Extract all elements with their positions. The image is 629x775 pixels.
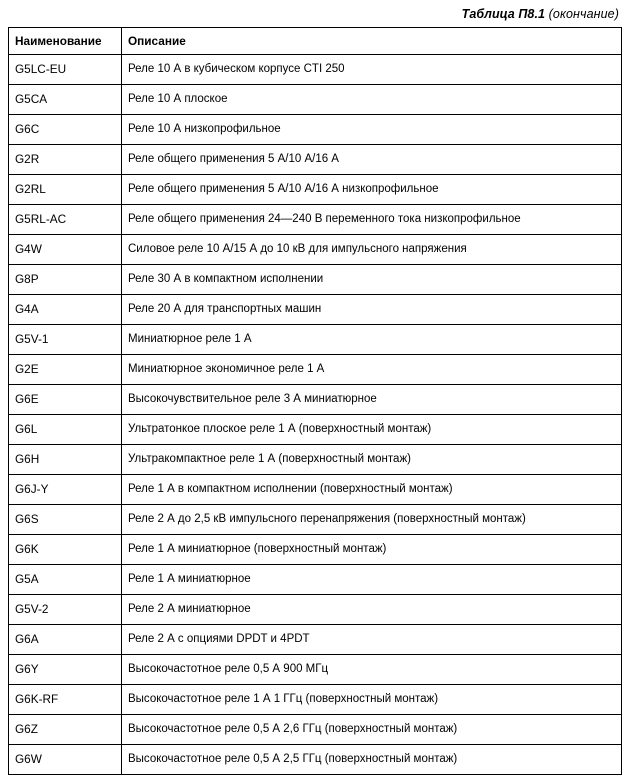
column-header-description: Описание bbox=[122, 28, 622, 55]
cell-model-name: G6S bbox=[9, 505, 122, 535]
cell-model-name: G5LC-EU bbox=[9, 55, 122, 85]
table-row bbox=[9, 265, 622, 295]
cell-model-description: Реле 10 А плоское bbox=[122, 85, 622, 115]
cell-model-name: G5V-1 bbox=[9, 325, 122, 355]
table-caption-title: Таблица П8.1 bbox=[461, 7, 549, 21]
cell-model-description: Реле 1 А миниатюрное bbox=[122, 565, 622, 595]
cell-model-name: G6H bbox=[9, 445, 122, 475]
cell-model-name: G5A bbox=[9, 565, 122, 595]
table-row bbox=[9, 115, 622, 145]
column-header-name: Наименование bbox=[9, 28, 122, 55]
cell-model-description: Реле 2 А с опциями DPDT и 4PDT bbox=[122, 625, 622, 655]
table-row bbox=[9, 715, 622, 745]
cell-model-name: G8P bbox=[9, 265, 122, 295]
cell-model-name: G6E bbox=[9, 385, 122, 415]
table-row bbox=[9, 655, 622, 685]
cell-model-description: Реле общего применения 5 А/10 А/16 А bbox=[122, 145, 622, 175]
cell-model-name: G6C bbox=[9, 115, 122, 145]
relay-models-table bbox=[8, 27, 622, 775]
cell-model-description: Высокочастотное реле 0,5 А 2,5 ГГц (поверхностный монтаж) bbox=[122, 745, 622, 775]
table-row bbox=[9, 475, 622, 505]
cell-model-name: G5RL-AC bbox=[9, 205, 122, 235]
cell-model-name: G5V-2 bbox=[9, 595, 122, 625]
cell-model-description: Реле 1 А миниатюрное (поверхностный монтаж) bbox=[122, 535, 622, 565]
table-row bbox=[9, 355, 622, 385]
cell-model-description: Высокочувствительное реле 3 А миниатюрное bbox=[122, 385, 622, 415]
table-row bbox=[9, 625, 622, 655]
cell-model-name: G6A bbox=[9, 625, 122, 655]
table-caption bbox=[8, 0, 621, 27]
cell-model-description: Миниатюрное экономичное реле 1 А bbox=[122, 355, 622, 385]
cell-model-name: G6Z bbox=[9, 715, 122, 745]
cell-model-description: Реле 30 А в компактном исполнении bbox=[122, 265, 622, 295]
table-row bbox=[9, 325, 622, 355]
table-row bbox=[9, 85, 622, 115]
table-row bbox=[9, 55, 622, 85]
cell-model-name: G6Y bbox=[9, 655, 122, 685]
cell-model-description: Реле общего применения 5 А/10 А/16 А низкопрофильное bbox=[122, 175, 622, 205]
cell-model-description: Реле 2 А миниатюрное bbox=[122, 595, 622, 625]
cell-model-name: G2RL bbox=[9, 175, 122, 205]
cell-model-name: G6J-Y bbox=[9, 475, 122, 505]
cell-model-name: G4A bbox=[9, 295, 122, 325]
cell-model-description: Реле 10 А в кубическом корпусе CTI 250 bbox=[122, 55, 622, 85]
cell-model-description: Реле общего применения 24—240 В переменного тока низкопрофильное bbox=[122, 205, 622, 235]
table-row bbox=[9, 565, 622, 595]
cell-model-name: G6K bbox=[9, 535, 122, 565]
cell-model-description: Ультракомпактное реле 1 А (поверхностный монтаж) bbox=[122, 445, 622, 475]
table-row bbox=[9, 175, 622, 205]
cell-model-name: G2R bbox=[9, 145, 122, 175]
cell-model-description: Высокочастотное реле 1 А 1 ГГц (поверхностный монтаж) bbox=[122, 685, 622, 715]
cell-model-description: Ультратонкое плоское реле 1 А (поверхностный монтаж) bbox=[122, 415, 622, 445]
cell-model-description: Миниатюрное реле 1 А bbox=[122, 325, 622, 355]
table-row bbox=[9, 745, 622, 775]
table-row bbox=[9, 685, 622, 715]
cell-model-name: G5CA bbox=[9, 85, 122, 115]
cell-model-description: Высокочастотное реле 0,5 А 900 МГц bbox=[122, 655, 622, 685]
table-caption-note: (окончание) bbox=[548, 7, 619, 21]
table-row bbox=[9, 505, 622, 535]
table-header-row bbox=[9, 28, 622, 55]
table-row bbox=[9, 235, 622, 265]
cell-model-name: G6L bbox=[9, 415, 122, 445]
table-row bbox=[9, 595, 622, 625]
cell-model-name: G6K-RF bbox=[9, 685, 122, 715]
table-row bbox=[9, 295, 622, 325]
table-row bbox=[9, 535, 622, 565]
table-row bbox=[9, 145, 622, 175]
table-row bbox=[9, 385, 622, 415]
cell-model-name: G2E bbox=[9, 355, 122, 385]
cell-model-description: Реле 10 А низкопрофильное bbox=[122, 115, 622, 145]
cell-model-description: Высокочастотное реле 0,5 А 2,6 ГГц (поверхностный монтаж) bbox=[122, 715, 622, 745]
table-row bbox=[9, 205, 622, 235]
table-row bbox=[9, 445, 622, 475]
cell-model-name: G4W bbox=[9, 235, 122, 265]
cell-model-description: Реле 2 А до 2,5 кВ импульсного перенапряжения (поверхностный монтаж) bbox=[122, 505, 622, 535]
cell-model-description: Реле 20 А для транспортных машин bbox=[122, 295, 622, 325]
cell-model-name: G6W bbox=[9, 745, 122, 775]
cell-model-description: Силовое реле 10 А/15 А до 10 кВ для импульсного напряжения bbox=[122, 235, 622, 265]
cell-model-description: Реле 1 А в компактном исполнении (поверхностный монтаж) bbox=[122, 475, 622, 505]
table-row bbox=[9, 415, 622, 445]
